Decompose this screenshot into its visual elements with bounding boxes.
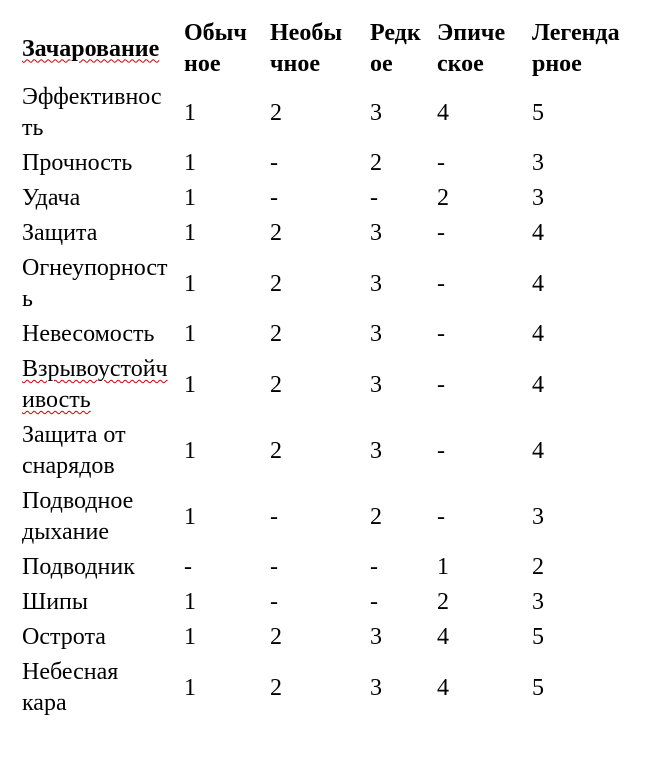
cell-uncommon: 2: [270, 220, 282, 246]
cell-rare: 3: [370, 270, 382, 297]
header-legendary: Легендарное: [532, 20, 620, 77]
row-name: Удача: [22, 185, 81, 211]
table-row: [14, 80, 634, 146]
row-name: Защита от снарядов: [22, 422, 126, 479]
cell-legendary: 4: [532, 371, 544, 398]
cell-common: 1: [184, 270, 196, 297]
cell-common: 1: [184, 674, 196, 701]
cell-common: 1: [184, 99, 196, 126]
cell-rare: 2: [370, 503, 382, 530]
cell-epic: -: [437, 270, 445, 297]
cell-uncommon: 2: [270, 674, 282, 701]
cell-legendary: 2: [532, 554, 544, 580]
cell-uncommon: -: [270, 503, 278, 530]
cell-uncommon: 2: [270, 321, 282, 347]
row-name: Острота: [22, 624, 106, 650]
cell-uncommon: -: [270, 185, 278, 211]
row-name: Прочность: [22, 150, 133, 176]
table-row: [14, 352, 634, 418]
cell-rare: 3: [370, 321, 382, 347]
cell-epic: 2: [437, 185, 449, 211]
table-row: [14, 484, 634, 550]
cell-common: 1: [184, 150, 196, 176]
header-rare: Редкое: [370, 20, 421, 77]
table-row: [14, 251, 634, 317]
row-name: Защита: [22, 220, 98, 246]
header-epic: Эпическое: [437, 20, 506, 77]
cell-epic: 2: [437, 589, 449, 615]
table-row: [14, 655, 634, 721]
cell-uncommon: 2: [270, 371, 282, 398]
table-row: [14, 585, 634, 620]
cell-common: 1: [184, 220, 196, 246]
cell-common: 1: [184, 321, 196, 347]
cell-common: 1: [184, 589, 196, 615]
header-uncommon: Необычное: [270, 20, 343, 77]
cell-rare: 3: [370, 220, 382, 246]
cell-legendary: 4: [532, 270, 544, 297]
header-row: [14, 16, 634, 80]
header-enchantment-text: Зачарование: [22, 35, 160, 62]
cell-rare: -: [370, 554, 378, 580]
cell-legendary: 5: [532, 674, 544, 701]
cell-uncommon: 2: [270, 437, 282, 464]
cell-rare: 3: [370, 674, 382, 701]
cell-rare: 3: [370, 371, 382, 398]
cell-uncommon: -: [270, 150, 278, 176]
cell-epic: 4: [437, 99, 449, 126]
enchantment-table: [14, 16, 634, 721]
row-name: Невесомость: [22, 321, 155, 347]
cell-common: -: [184, 554, 192, 580]
cell-uncommon: -: [270, 589, 278, 615]
row-name: Небесная кара: [22, 659, 119, 716]
cell-legendary: 3: [532, 185, 544, 211]
row-name-text: Взрывоустойчивость: [22, 356, 168, 413]
cell-rare: 2: [370, 150, 382, 176]
cell-uncommon: -: [270, 554, 278, 580]
cell-common: 1: [184, 371, 196, 398]
cell-legendary: 4: [532, 437, 544, 464]
cell-epic: -: [437, 220, 445, 246]
table-row: [14, 317, 634, 352]
cell-epic: -: [437, 503, 445, 530]
cell-epic: -: [437, 321, 445, 347]
table-row: [14, 146, 634, 181]
table-row: [14, 620, 634, 655]
cell-rare: 3: [370, 437, 382, 464]
cell-legendary: 5: [532, 99, 544, 126]
row-name: Подводное дыхание: [22, 488, 134, 545]
cell-epic: -: [437, 371, 445, 398]
cell-uncommon: 2: [270, 99, 282, 126]
cell-common: 1: [184, 503, 196, 530]
cell-rare: 3: [370, 99, 382, 126]
table-row: [14, 550, 634, 585]
cell-epic: 4: [437, 674, 449, 701]
cell-uncommon: 2: [270, 624, 282, 650]
header-common: Обычное: [184, 20, 247, 77]
cell-epic: 1: [437, 554, 449, 580]
row-name: [14, 352, 176, 418]
cell-legendary: 5: [532, 624, 544, 650]
cell-legendary: 3: [532, 150, 544, 176]
table-row: [14, 181, 634, 216]
row-name: Подводник: [22, 554, 135, 580]
cell-rare: -: [370, 185, 378, 211]
cell-epic: 4: [437, 624, 449, 650]
row-name: Эффективность: [22, 84, 162, 141]
cell-legendary: 4: [532, 220, 544, 246]
table-row: [14, 216, 634, 251]
cell-common: 1: [184, 437, 196, 464]
header-enchantment: [14, 16, 176, 80]
cell-epic: -: [437, 150, 445, 176]
cell-common: 1: [184, 185, 196, 211]
row-name: Огнеупорность: [22, 255, 168, 312]
cell-uncommon: 2: [270, 270, 282, 297]
cell-epic: -: [437, 437, 445, 464]
table-row: [14, 418, 634, 484]
cell-rare: 3: [370, 624, 382, 650]
row-name: Шипы: [22, 589, 89, 615]
cell-legendary: 3: [532, 503, 544, 530]
cell-legendary: 3: [532, 589, 544, 615]
cell-rare: -: [370, 589, 378, 615]
cell-common: 1: [184, 624, 196, 650]
cell-legendary: 4: [532, 321, 544, 347]
